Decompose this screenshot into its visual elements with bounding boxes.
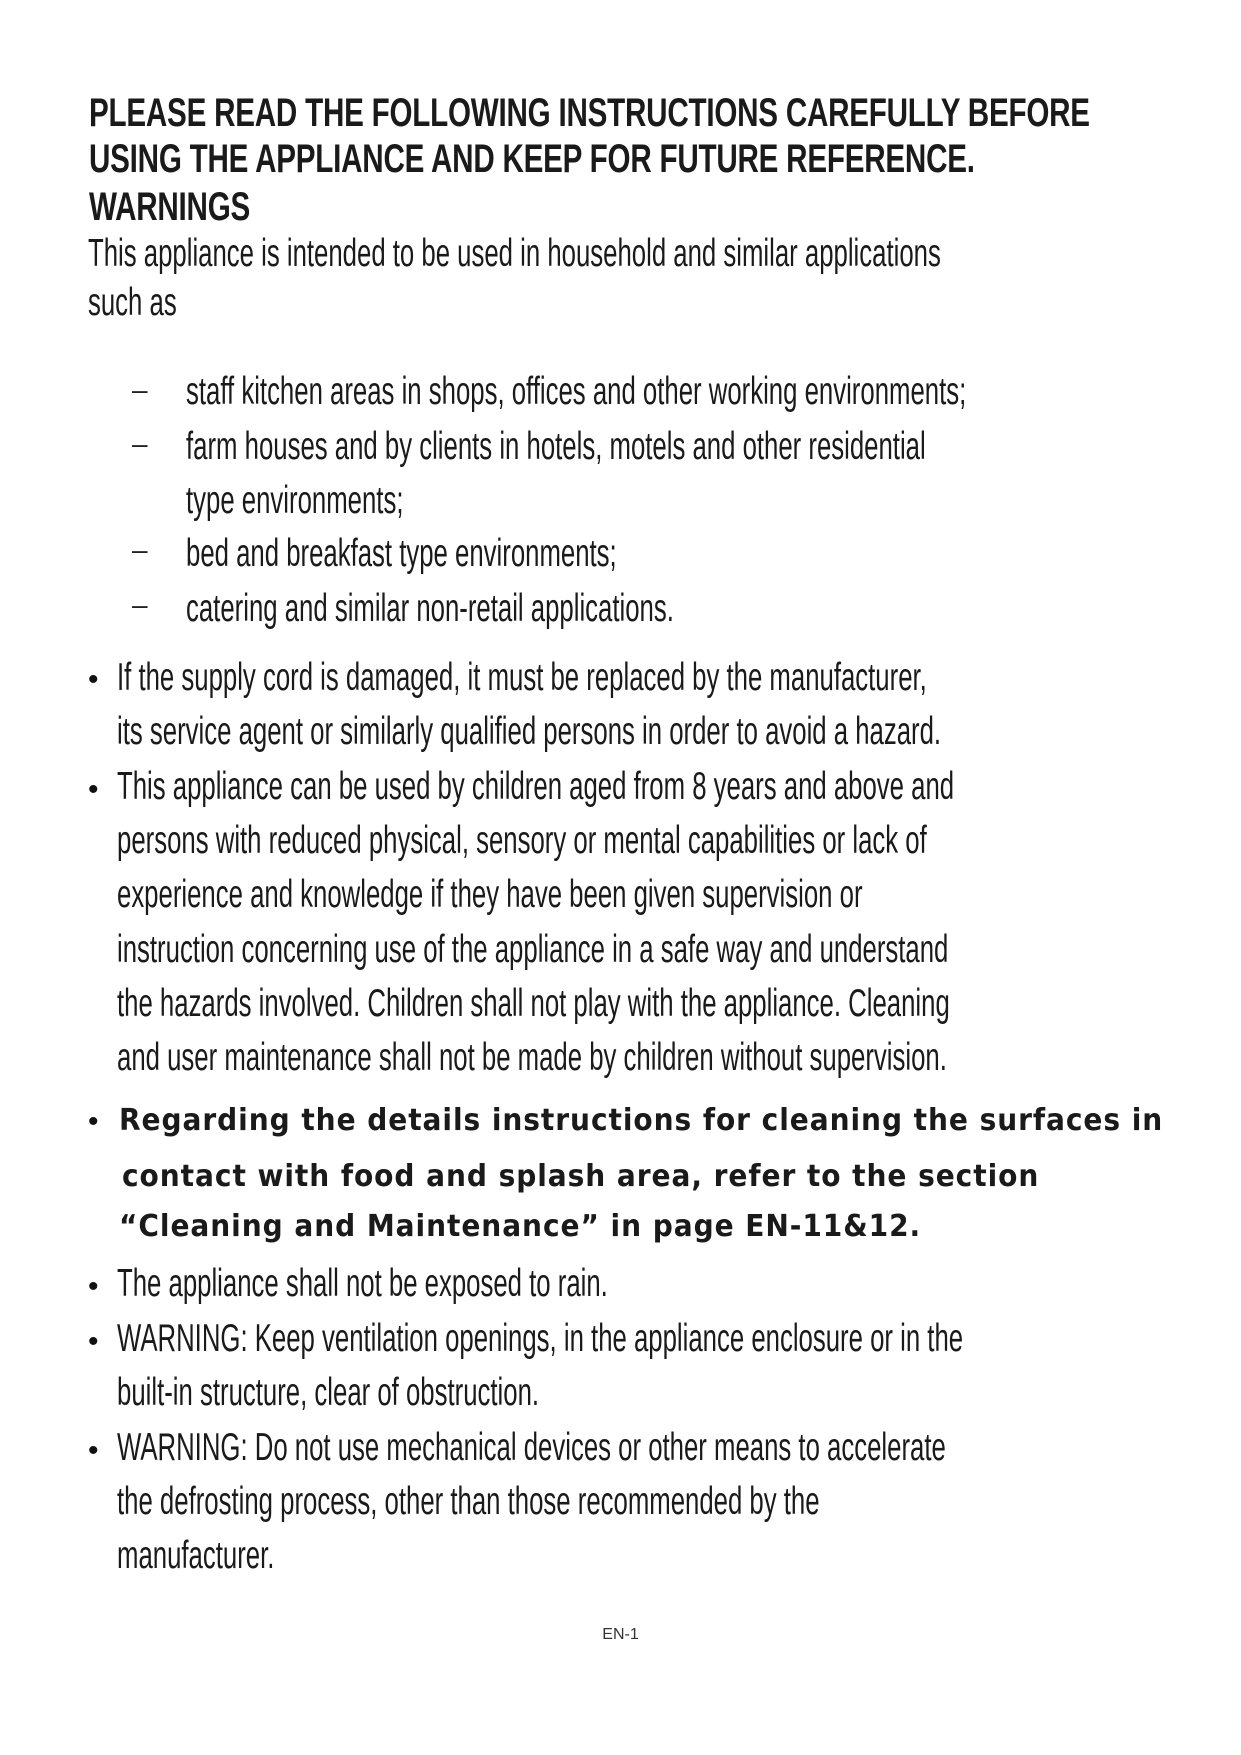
cleaning-line-3: “Cleaning and Maintenance” in page EN-11&12. <box>119 1209 922 1244</box>
heading-line-1: PLEASE READ THE FOLLOWING INSTRUCTIONS CAREFULLY BEFORE <box>89 91 1090 135</box>
children-line-5: the hazards involved. Children shall not play with the appliance. Cleaning <box>117 982 950 1025</box>
children-line-2: persons with reduced physical, sensory or mental capabilities or lack of <box>117 819 927 862</box>
dash-item-2-line-2: type environments; <box>186 479 404 522</box>
dash-item-2-line-1: farm houses and by clients in hotels, motels and other residential <box>186 425 926 468</box>
dash-item-4: catering and similar non-retail applications. <box>186 587 674 630</box>
bullet-marker: • <box>88 663 99 696</box>
warnings-title: WARNINGS <box>89 185 251 229</box>
children-line-6: and user maintenance shall not be made by children without supervision. <box>117 1036 947 1079</box>
rain-line: The appliance shall not be exposed to rain. <box>117 1262 608 1305</box>
children-line-1: This appliance can be used by children aged from 8 years and above and <box>117 765 955 808</box>
intro-line-2: such as <box>88 281 177 324</box>
ventilation-line-2: built-in structure, clear of obstruction. <box>117 1371 540 1414</box>
bullet-marker: • <box>88 773 99 806</box>
defrosting-line-1: WARNING: Do not use mechanical devices or other means to accelerate <box>117 1426 946 1469</box>
heading-line-2: USING THE APPLIANCE AND KEEP FOR FUTURE REFERENCE. <box>89 137 975 181</box>
bullet-marker: • <box>88 1434 99 1467</box>
page-number: EN-1 <box>602 1626 639 1643</box>
dash-item-1: staff kitchen areas in shops, offices and other working environments; <box>186 370 967 413</box>
dash-marker: – <box>132 534 148 565</box>
bullet-marker: • <box>88 1270 99 1303</box>
cleaning-line-1: Regarding the details instructions for cleaning the surfaces in <box>119 1103 1164 1138</box>
children-line-3: experience and knowledge if they have been given supervision or <box>117 873 863 916</box>
defrosting-line-2: the defrosting process, other than those recommended by the <box>117 1480 820 1523</box>
defrosting-line-3: manufacturer. <box>117 1534 275 1577</box>
dash-marker: – <box>132 374 148 405</box>
dash-marker: – <box>132 428 148 459</box>
bullet-marker: • <box>88 1325 99 1358</box>
supply-cord-line-1: If the supply cord is damaged, it must be replaced by the manufacturer, <box>117 656 927 699</box>
ventilation-line-1: WARNING: Keep ventilation openings, in the appliance enclosure or in the <box>117 1317 964 1360</box>
children-line-4: instruction concerning use of the appliance in a safe way and understand <box>117 928 949 971</box>
dash-marker: – <box>132 589 148 620</box>
intro-line-1: This appliance is intended to be used in household and similar applications <box>88 232 941 275</box>
bullet-marker: • <box>88 1105 99 1138</box>
dash-item-3: bed and breakfast type environments; <box>186 532 617 575</box>
supply-cord-line-2: its service agent or similarly qualified persons in order to avoid a hazard. <box>117 710 942 753</box>
cleaning-line-2: contact with food and splash area, refer to the section <box>122 1159 1040 1194</box>
